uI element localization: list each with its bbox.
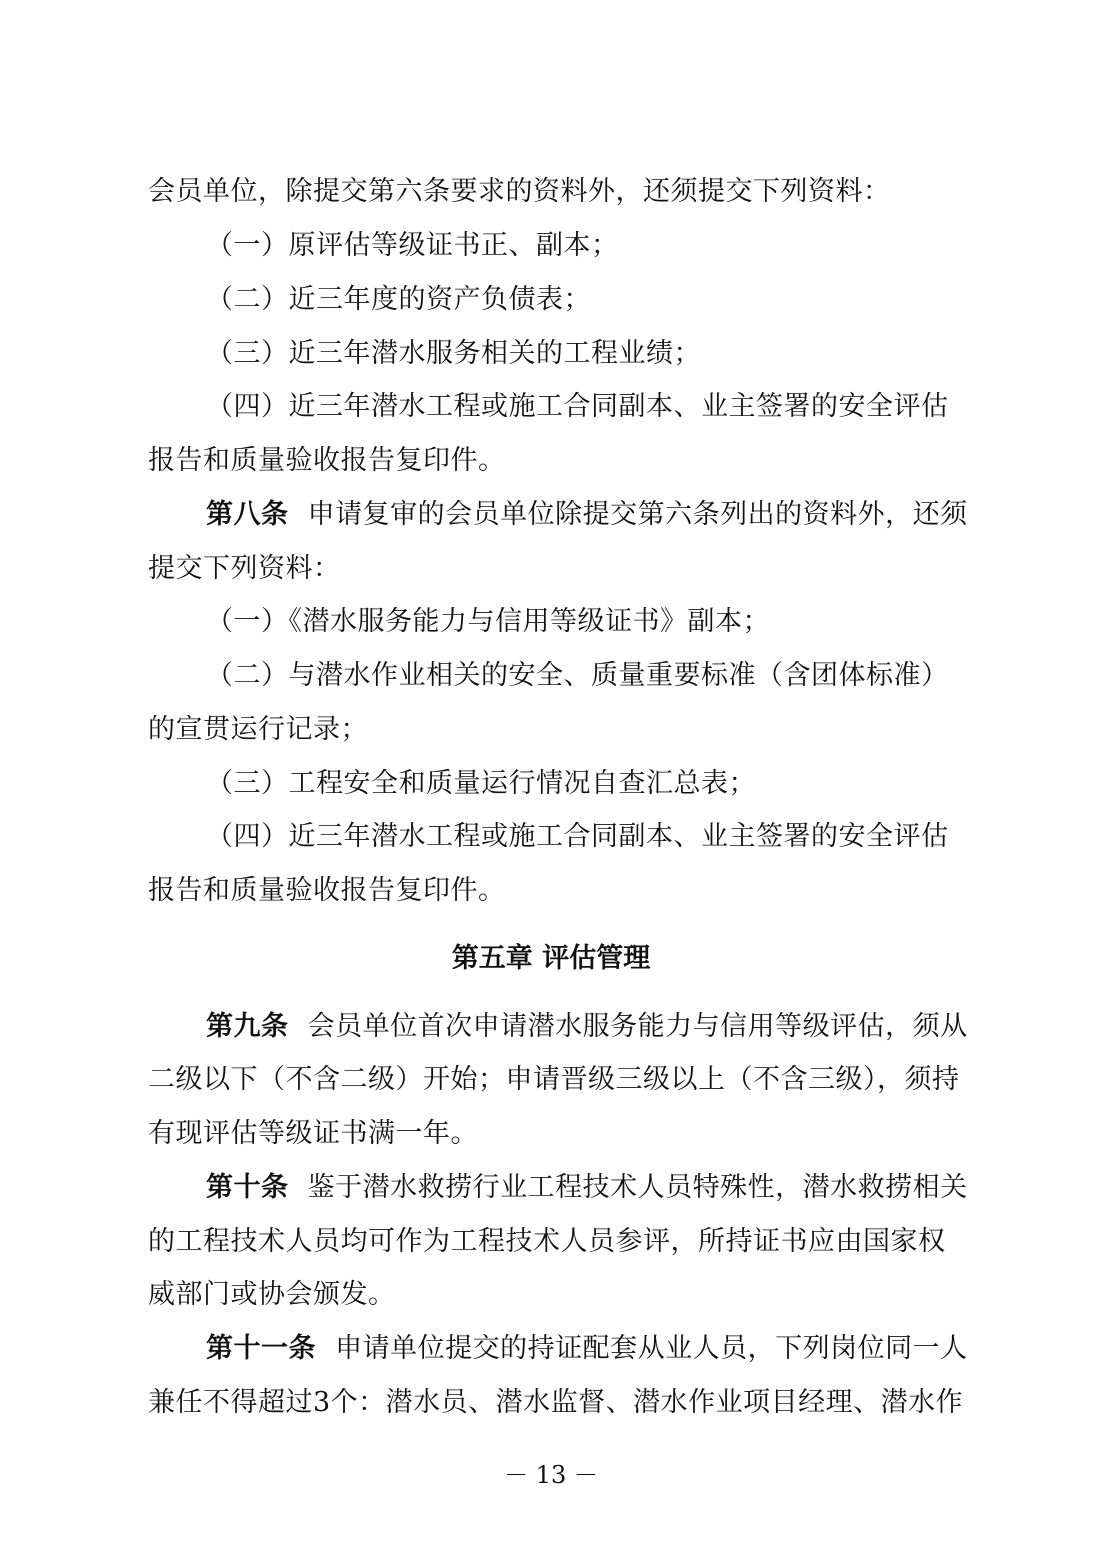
- text-line: 威部门或协会颁发。: [148, 1279, 396, 1310]
- chapter-heading: 第五章 评估管理: [451, 943, 651, 974]
- text-line: 有现评估等级证书满一年。: [148, 1118, 478, 1149]
- text-line: 二级以下（不含二级）开始；申请晋级三级以上（不含三级），须持: [148, 1064, 960, 1095]
- article-text: 会员单位首次申请潜水服务能力与信用等级评估，须从: [307, 1011, 968, 1042]
- article-11-paragraph: [206, 1331, 1036, 1367]
- list-item: （一）《潜水服务能力与信用等级证书》副本；: [206, 606, 770, 637]
- list-item: （三）工程安全和质量运行情况自查汇总表；: [206, 768, 756, 799]
- article-label: 第八条: [206, 499, 289, 530]
- article-9-paragraph: [206, 1009, 1036, 1045]
- text-line: 提交下列资料：: [148, 553, 341, 584]
- article-label: 第十一条: [206, 1333, 316, 1364]
- list-item: （三）近三年潜水服务相关的工程业绩；: [206, 338, 701, 369]
- list-item: （四）近三年潜水工程或施工合同副本、业主签署的安全评估: [206, 821, 949, 852]
- list-item: （二）近三年度的资产负债表；: [206, 284, 591, 315]
- article-10-paragraph: [206, 1170, 1036, 1206]
- list-item: （二）与潜水作业相关的安全、质量重要标准（含团体标准）: [206, 660, 949, 691]
- text-line: 兼任不得超过3个：潜水员、潜水监督、潜水作业项目经理、潜水作: [148, 1387, 964, 1418]
- list-item: （一）原评估等级证书正、副本；: [206, 230, 619, 261]
- text-line: 报告和质量验收报告复印件。: [148, 445, 506, 476]
- page-number: － 13 －: [504, 1461, 598, 1489]
- article-8-paragraph: [206, 497, 1036, 533]
- article-label: 第十条: [206, 1172, 289, 1203]
- text-line: 的工程技术人员均可作为工程技术人员参评，所持证书应由国家权: [148, 1226, 946, 1257]
- list-item: （四）近三年潜水工程或施工合同副本、业主签署的安全评估: [206, 391, 949, 422]
- article-text: 申请单位提交的持证配套从业人员，下列岗位同一人: [335, 1333, 968, 1364]
- article-text: 申请复审的会员单位除提交第六条列出的资料外，还须: [307, 499, 968, 530]
- text-line: 会员单位，除提交第六条要求的资料外，还须提交下列资料：: [148, 176, 891, 207]
- text-line: 的宣贯运行记录；: [148, 714, 368, 745]
- text-line: 报告和质量验收报告复印件。: [148, 875, 506, 906]
- article-label: 第九条: [206, 1011, 289, 1042]
- article-text: 鉴于潜水救捞行业工程技术人员特殊性，潜水救捞相关: [307, 1172, 968, 1203]
